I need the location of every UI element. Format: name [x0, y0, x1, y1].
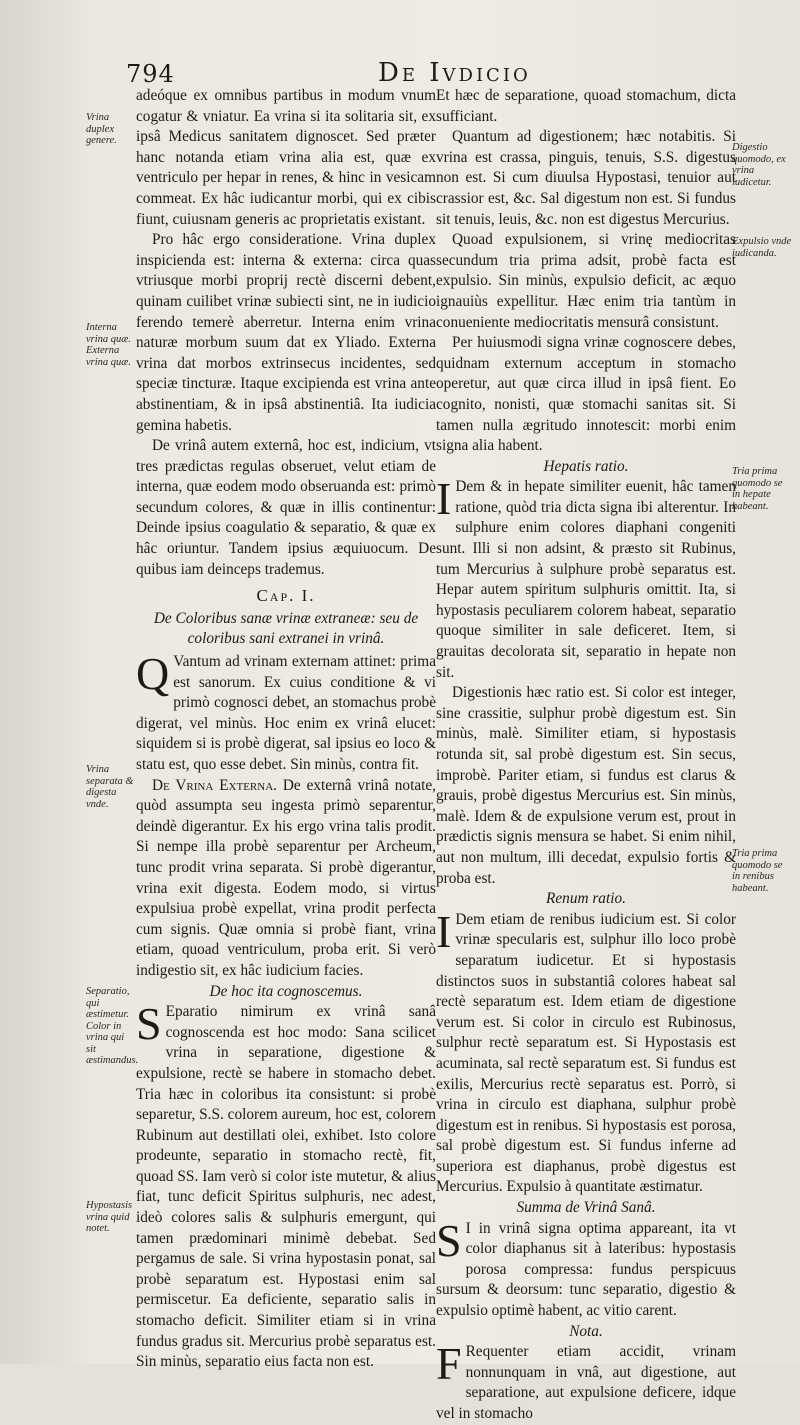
paragraph-with-initial	[136, 998, 436, 1373]
section-heading: De hoc ita cognoscemus.	[209, 982, 363, 1000]
section-heading: Summa de Vrinâ Sanâ.	[516, 1199, 656, 1217]
paragraph: Per huiusmodi signa vrinæ cognoscere debes, quidnam externum acceptum in stomacho operetur, aut quæ circa illud in ipsâ fient. Eo cognito, nonisti, quæ stomachi sanitas sit. Si tamen nulla ægritudo innotescit: morbi enim signa alia habent.	[436, 334, 736, 455]
paragraph-with-initial	[436, 1214, 736, 1322]
section-heading: Renum ratio.	[546, 890, 626, 908]
margin-note: Vrina separata & digesta vnde.	[86, 764, 134, 810]
margin-note: Hypostasis vrina quid notet.	[86, 1200, 133, 1234]
drop-cap-initial: F	[436, 1338, 462, 1390]
paragraph-text: Requenter etiam accidit, vrinam nonnunquam in vnâ, aut digestione, aut separatione, aut expulsione deficere, idque vel in stomacho	[436, 1343, 736, 1422]
margin-note: Interna vrina quæ. Externa vrina quæ.	[86, 322, 131, 368]
margin-note: Tria prima quomodo se in renibus habeant.	[732, 848, 783, 894]
drop-cap-initial: S	[136, 998, 162, 1050]
paragraph-text: De externâ vrinâ notate, quòd assumpta seu ingesta primò separentur, deindè digerantur. Ex his ergo vrina talis prodit. Si nempe illa probè separentur per Archeum, tunc prodit vrina separata. Si probè digerantur, vrina exit digesta. Eodem modo, si virtus expulsiua probè expellat, vrina prodit perfecta cum signis. Quæ omnia si probè fiant, vrina etiam, quoad ventriculum, proba erit. Si verò indigestio sit, ex hâc iudicium facies.	[136, 776, 436, 979]
paragraph: De vrinâ autem externâ, hoc est, indicium, vt tres prædictas regulas obseruet, velut etiam de interna, quæ eodem modo obseruanda est: primò secundum colores, & quæ in illis continentur: Deinde ipsius coagulatio & separatio, & quæ ex hâc oriuntur. Tandem ipsius æquiuocum. De quibus iam deinceps trademus.	[136, 437, 436, 578]
paragraph-with-initial	[436, 473, 736, 683]
paragraph: Quoad expulsionem, si vrinę mediocritas secundum tria prima adsit, probè facta est expulsio. Sin minùs, expulsio deficit, ac æquo ignauiùs expellitur. Hæc enim tria tantùm in conueniente mediocritatis mensurâ consistunt.	[436, 231, 736, 331]
running-title: De Ivdicio	[378, 58, 531, 88]
paragraph-text: Vantum ad vrinam externam attinet: prima est sanorum. Ex cuius conditione & vi primò cognosci debet, an stomachus probè digerat, vel minùs. Hoc enim ex vrinâ elucet: siquidem si is probè digerat, sal ipsius eo loco & statu est, quo esse debet. Sin minùs, contra fit.	[136, 653, 436, 773]
paragraph-with-initial	[436, 1338, 736, 1424]
paragraph: Pro hâc ergo consideratione. Vrina duplex inspicienda est: interna & externa: circa quas vtriusque morbi proprij rectè discerni debent, quinam cuilibet vrinæ subiecti sint, ne in iudicio ferendo temerè aberretur. Interna enim vrina naturæ morbum suum dat ex Yliado. Externa vrina dat morbos extrinsecus incidentes, sed speciæ tincturæ. Itaque excipienda est vrina ante abstinentiam, & in ipsâ abstinentiâ. Ita iudicia gemina habetis.	[136, 231, 436, 434]
drop-cap-initial: I	[436, 473, 452, 525]
margin-note: Expulsio vnde iudicanda.	[732, 236, 792, 259]
paragraph-with-initial	[436, 905, 736, 1198]
section-heading: Nota.	[569, 1322, 603, 1340]
paragraph: adeóque ex omnibus partibus in modum vnum cogatur & vniatur. Ea vrina si ita solitaria sit, ex ipsâ Medicus sanitatem dignoscet. Sed præter hanc notanda etiam vrina alia est, quæ ex ventriculo per hepar in renes, & hinc in vesicam commeat. Ex hâc iudicantur morbi, qui ex cibis fiunt, cuiusnam generis ac proprietatis existant.	[136, 87, 436, 228]
paragraph: Digestionis hæc ratio est. Si color est integer, sine crassitie, sulphur probè digestum est. Sin minùs, malè. Similiter etiam, si hypostasis rotunda sit, sal probè digestum est. Sin secus, improbè. Pariter etiam, si fundus est clarus & grauis, probè digestus Mercurius est. Sin minùs, malè. Idem & de expulsione verum est, prout in prædictis signis mensura se habet. Si enim nihil, aut non multum, illi decedat, expulsio fortis & proba est.	[436, 684, 736, 887]
paragraph	[136, 776, 436, 982]
chapter-heading: Cap. I.	[256, 586, 316, 606]
drop-cap-initial: I	[436, 905, 452, 957]
paragraph-text: Eparatio nimirum ex vrinâ sanâ cognoscenda est hoc modo: Sana scilicet vrina in separatione, digestione & expulsione, rectè se habere in stomacho debet. Tria hæc in coloribus ita consistunt: si probè separetur, S.S. colorem aureum, hoc est, colorem Rubinum aut destillati olei, exhibet. Isto colore prodeunte, separatio in stomacho rectè, fit, quoad SS. Iam verò si color iste mutetur, & alius fiat, tunc deficit Spiritus sulphuris, nec adest, ideò colores salis & sulphuris emergunt, qui tamen prædominari minimè debebat. Sed pergamus de sale. Si vrina hypostasin ponat, sal probè separatum est. Hypostasi enim sal permiscetur. Ea deficiente, separatio salis in stomacho deficit. Similiter etiam si in vrina fundus gradus sit. Mercurius probè separatus est. Sin minùs, separatio eius facta non est.	[136, 1003, 436, 1371]
chapter-subtitle: De Coloribus sanæ vrinæ extraneæ: seu de coloribus sani extranei in vrinâ.	[153, 609, 419, 648]
paragraph-with-initial	[136, 648, 436, 776]
left-text-column	[136, 86, 436, 1373]
margin-note: Vrina duplex genere.	[86, 112, 117, 146]
paragraph-text: I in vrinâ signa optima appareant, ita vt color diaphanus sit à lateribus: hypostasis porosa compressa: fundus perspicuus sursum & deorsum: tunc separatio, digestio & expulsio optimè habent, ac vitio carent.	[436, 1219, 736, 1320]
drop-cap-initial: S	[436, 1214, 462, 1266]
paragraph-text: Dem etiam de renibus iudicium est. Si color vrinæ specularis est, sulphur illo loco probè separatum iudicetur. Et si hypostasis distinctos suos in substantiâ colores habeat sal rectè separatum est. Idem etiam de digestione verum est. Si color in circulo est Rubinosus, sulphur rectè separatum est. Si Hypostasis est acuminata, sal rectè separatum est. Si fundus est exilis, Mercurius rectè separatus est. Porrò, si vrina in circulo est diaphana, sulphur probè digestum est in renibus. Si hypostasis est porosa, sal probè digestum est. Si fundus inferne ad superiora est diaphanus, probè digestus est Mercurius. Expulsio à quantitate æstimatur.	[436, 910, 736, 1196]
paragraph: Et hæc de separatione, quoad stomachum, dicta sufficiant.	[436, 87, 736, 125]
section-heading: Hepatis ratio.	[543, 457, 629, 475]
drop-cap-initial: Q	[136, 648, 170, 700]
paragraph: Quantum ad digestionem; hæc notabitis. Si vrina est crassa, pinguis, tenuis, S.S. digestus non est. Si cum diuulsa Hypostasi, tenuior aut crassior est, &c. Sal digestum non est. Si fundus sit tenuis, leuis, &c. non est digestus Mercurius.	[436, 128, 736, 228]
paragraph-lead-heading: De Vrina Externa.	[152, 776, 277, 794]
margin-note: Tria prima quomodo se in hepate habeant.	[732, 466, 783, 512]
margin-note: Separatio, qui æstimetur. Color in vrina qui sit æstimandus.	[86, 986, 139, 1066]
page-header	[118, 56, 738, 90]
paragraph-text: Dem & in hepate similiter euenit, hâc tamen ratione, quòd tria dicta signa ibi alterentur. In sulphure enim colores diaphani congeniti sunt. Illi si non adsint, & præsto sit Rubinus, tum Mercurius à sulphure probè separatus est. Hepar autem spiritum sulphuris omittit. Ita, si hypostasis peculiarem colorem habeat, separatio quoque similiter in sale deficeret. Item, si grauitas decolorata sit, separatio in hepate non sit.	[436, 478, 736, 681]
margin-note: Digestio quomodo, ex vrina iudicetur.	[732, 142, 786, 188]
right-text-column	[436, 86, 736, 1425]
page-number: 794	[126, 60, 175, 88]
